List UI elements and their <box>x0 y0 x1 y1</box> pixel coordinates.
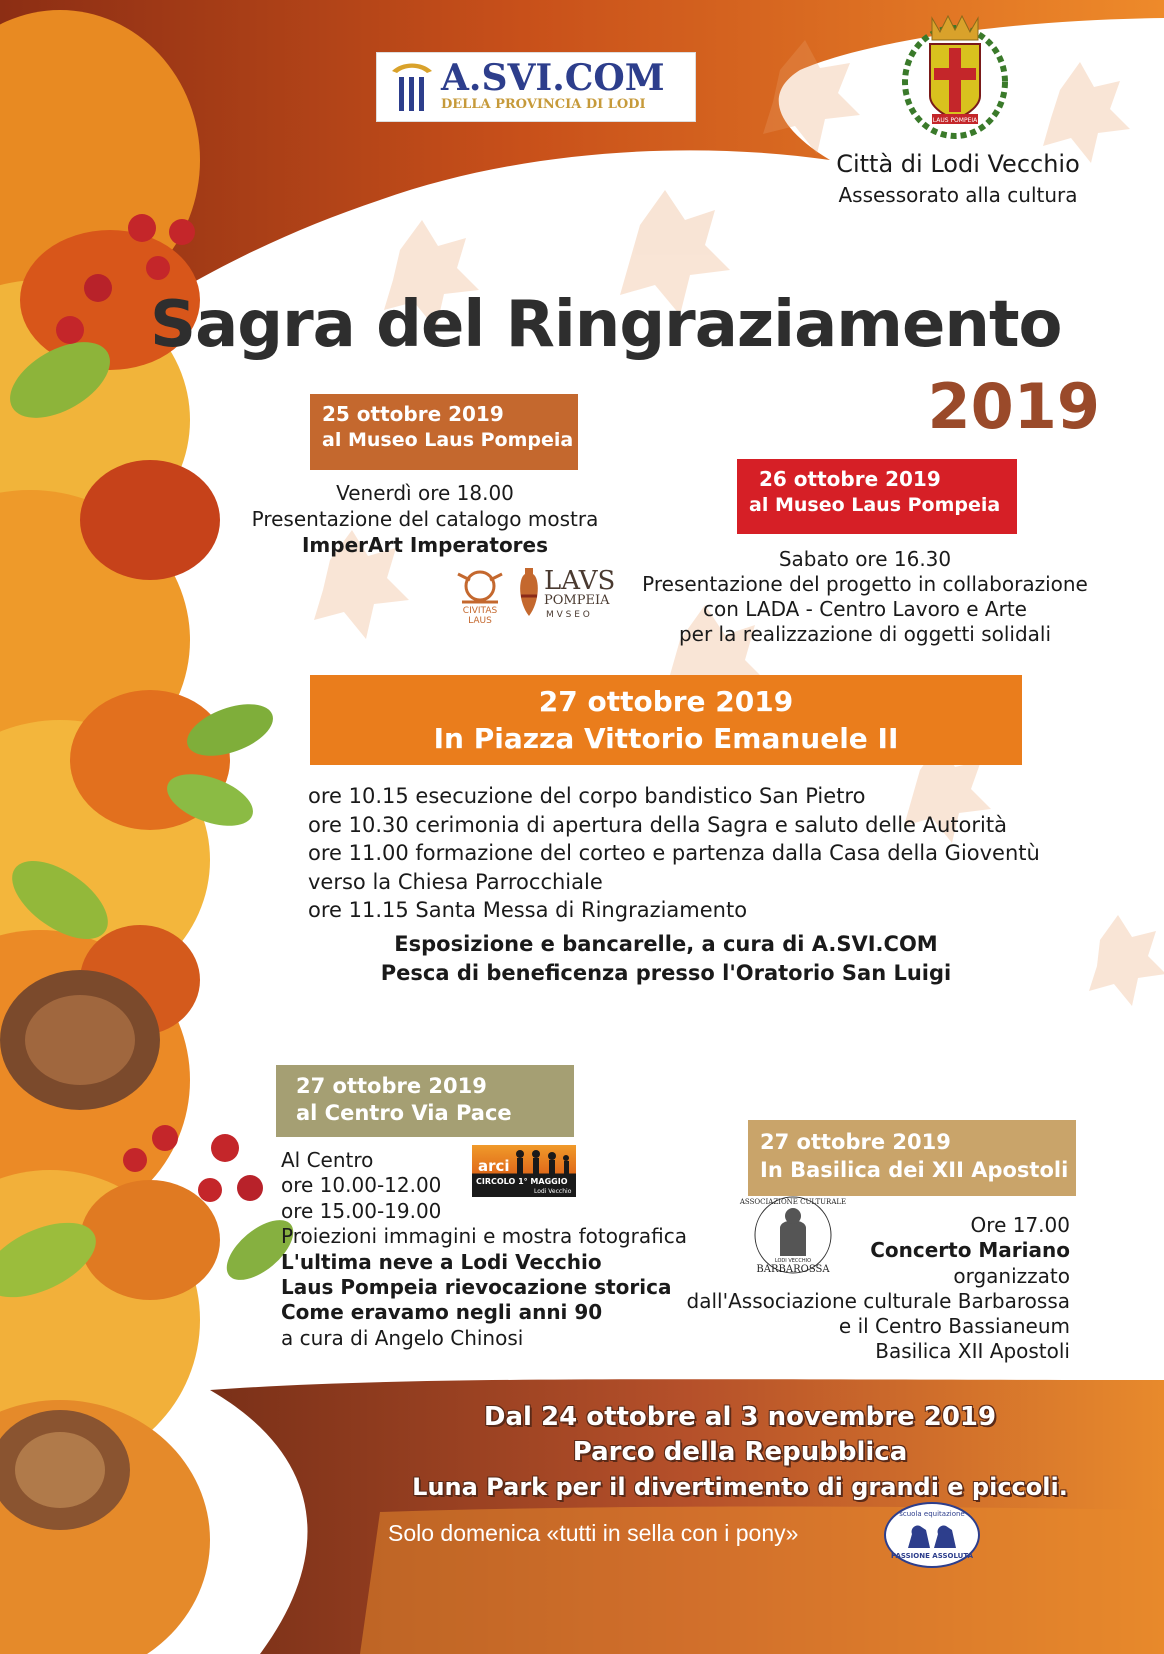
event-oct27-basilica-header <box>748 1120 1076 1196</box>
pony-logo-top-text: scuola equitazione <box>899 1510 965 1518</box>
basilica-line: e il Centro Bassianeum <box>838 1314 1070 1339</box>
horses-icon <box>904 1520 962 1550</box>
highlight-line: Esposizione e bancarelle, a cura di A.SVI.COM <box>394 932 938 956</box>
event-oct25-date: 25 ottobre 2019 <box>322 402 504 426</box>
event-oct26-line: Presentazione del progetto in collaborazione <box>642 572 1088 596</box>
footer-pony-line: Solo domenica «tutti in sella con i pony» <box>388 1520 799 1546</box>
department-name: Assessorato alla cultura <box>838 183 1078 207</box>
event-oct27-piazza-date: 27 ottobre 2019 <box>538 685 794 718</box>
pony-logo-bottom-text: PASSIONE ASSOLUTA <box>891 1552 973 1560</box>
event-oct27-basilica-body <box>650 1213 1070 1365</box>
pace-bold-line: Come eravamo negli anni 90 <box>281 1300 603 1325</box>
event-oct27-pace-place: al Centro Via Pace <box>296 1101 512 1125</box>
event-oct26-header <box>737 459 1017 534</box>
event-oct26-body <box>640 547 1090 647</box>
programme-line: ore 11.15 Santa Messa di Ringraziamento <box>308 898 748 922</box>
event-oct27-piazza-place: In Piazza Vittorio Emanuele II <box>433 722 899 755</box>
basilica-line: dall'Associazione culturale Barbarossa <box>686 1288 1070 1313</box>
city-crest-icon <box>900 10 1010 140</box>
asvicom-logo-subtext: DELLA PROVINCIA DI LODI <box>441 97 646 112</box>
city-name: Città di Lodi Vecchio <box>836 150 1080 178</box>
programme-line: ore 11.00 formazione del corteo e partenza dalla Casa della Gioventù <box>308 841 1040 865</box>
basilica-line: Basilica XII Apostoli <box>875 1339 1070 1364</box>
page-title: Sagra del Ringraziamento <box>150 288 1062 362</box>
event-oct25-place: al Museo Laus Pompeia <box>322 428 574 451</box>
footer-line: Luna Park per il divertimento di grandi e piccoli. <box>412 1473 1068 1501</box>
programme-line: ore 10.30 cerimonia di apertura della Sagra e saluto delle Autorità <box>308 812 1007 837</box>
arci-text: arci <box>478 1157 510 1175</box>
seal-top-text: ASSOCIAZIONE CULTURALE <box>739 1198 847 1206</box>
pony-school-logo <box>884 1502 980 1568</box>
seal-mid-text: LODI VECCHIO <box>774 1258 812 1264</box>
pace-line: ore 15.00-19.00 <box>281 1198 442 1223</box>
event-oct25-header <box>310 394 578 470</box>
pace-line: Proiezioni immagini e mostra fotografica <box>281 1224 687 1249</box>
civitas-laus-text: CIVITAS LAUS <box>462 606 498 626</box>
event-oct26-line: con LADA - Centro Lavoro e Arte <box>703 597 1027 621</box>
title-year: 2019 <box>927 370 1100 443</box>
event-oct27-piazza-body <box>308 782 1088 925</box>
event-oct25-line: Presentazione del catalogo mostra <box>251 507 599 531</box>
museo-text: M V S E O <box>546 610 590 620</box>
arci-town-text: Lodi Vecchio <box>534 1188 572 1195</box>
basilica-concert: Concerto Mariano <box>870 1238 1070 1263</box>
footer-luna-park <box>330 1400 1150 1505</box>
seal-bottom-text: BARBAROSSA <box>756 1264 830 1275</box>
programme-line: ore 10.15 esecuzione del corpo bandistico San Pietro <box>308 784 866 808</box>
basilica-time: Ore 17.00 <box>970 1213 1070 1237</box>
event-oct27-pace-date: 27 ottobre 2019 <box>296 1074 487 1098</box>
pace-bold-line: Laus Pompeia rievocazione storica <box>281 1275 672 1300</box>
pompeia-text: POMPEIA <box>544 593 610 608</box>
pace-credit: a cura di Angelo Chinosi <box>281 1325 524 1350</box>
people-silhouette-icon <box>512 1149 572 1175</box>
circolo-text: CIRCOLO 1° MAGGIO <box>476 1177 568 1186</box>
programme-line: verso la Chiesa Parrocchiale <box>308 869 603 894</box>
event-oct27-basilica-place: In Basilica dei XII Apostoli <box>760 1158 1069 1182</box>
arci-logo <box>472 1145 576 1197</box>
highlight-line: Pesca di beneficenza presso l'Oratorio San Luigi <box>380 961 952 985</box>
pace-line: ore 10.00-12.00 <box>281 1173 442 1198</box>
event-oct27-basilica-date: 27 ottobre 2019 <box>760 1130 951 1154</box>
footer-line: Parco della Repubblica <box>572 1437 908 1467</box>
crest-banner-text: LAUS POMPEIA <box>932 117 978 124</box>
event-oct27-piazza-highlights <box>310 930 1022 988</box>
event-oct26-line: per la realizzazione di oggetti solidali <box>678 622 1052 646</box>
event-oct25-body <box>230 480 620 558</box>
column-icon <box>387 61 437 115</box>
event-oct27-piazza-header <box>310 675 1022 765</box>
amphora-icon <box>516 566 542 618</box>
asvicom-logo <box>376 52 696 122</box>
pace-bold-line: L'ultima neve a Lodi Vecchio <box>281 1249 602 1274</box>
event-oct25-line: Venerdì ore 18.00 <box>336 481 514 505</box>
event-oct25-exhibition: ImperArt Imperatores <box>301 533 549 557</box>
asvicom-logo-text: A.SVI.COM <box>441 57 665 99</box>
basilica-line: organizzato <box>953 1263 1070 1288</box>
lavs-text: LAVS <box>544 566 616 596</box>
footer-line: Dal 24 ottobre al 3 novembre 2019 <box>483 1402 997 1432</box>
event-oct26-line: Sabato ore 16.30 <box>778 547 952 571</box>
event-oct27-pace-header <box>276 1065 574 1137</box>
event-oct26-date: 26 ottobre 2019 <box>759 467 941 491</box>
event-oct26-place: al Museo Laus Pompeia <box>749 493 1001 516</box>
pace-line: Al Centro <box>281 1148 374 1172</box>
